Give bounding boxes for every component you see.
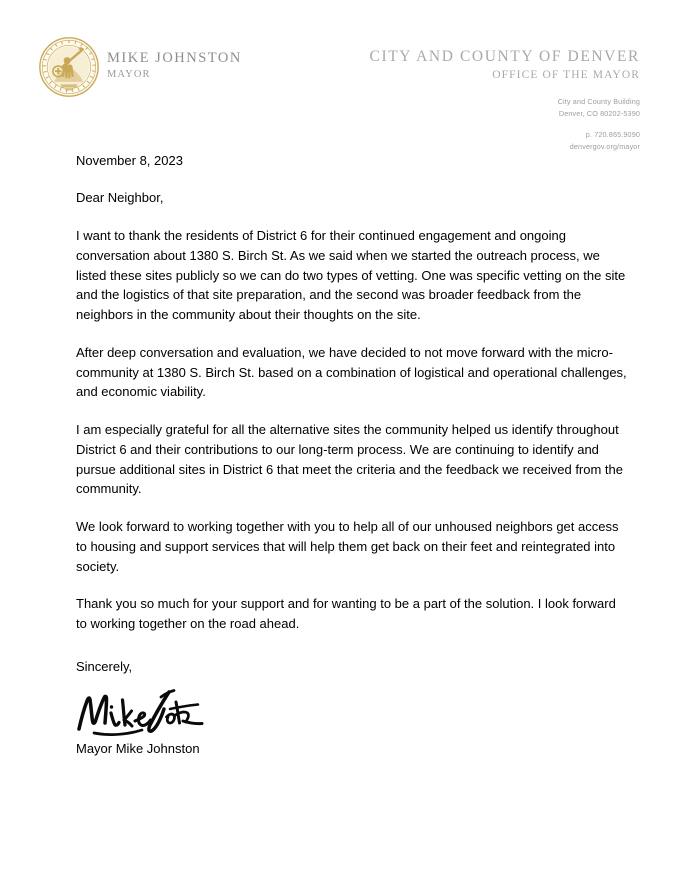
organization-title: CITY AND COUNTY OF DENVER xyxy=(369,48,640,65)
address-line-1: City and County Building xyxy=(557,97,640,107)
letterhead xyxy=(0,30,675,151)
letterhead-name-block xyxy=(107,49,242,86)
handwritten-signature-icon xyxy=(76,687,628,739)
organization-subtitle: OFFICE OF THE MAYOR xyxy=(492,68,640,81)
signer-name: Mayor Mike Johnston xyxy=(76,741,200,757)
letter-paragraph: Thank you so much for your support and for wanting to be a part of the solution. I look forward to working together on the road ahead. xyxy=(76,596,616,632)
letter-closing: Sincerely, xyxy=(76,658,133,674)
letter-paragraph: I want to thank the residents of District 6 for their continued engagement and ongoing conversation about 1380 S. Birch St. As we said when we started the outreach process, we listed these sites publicly so we can do two types of vetting. One was specific vetting on the site and the logistics of that site preparation, and the second was broader feedback from the neighbors in the community about their thoughts on the site. xyxy=(76,228,626,323)
signature-block xyxy=(76,687,628,739)
address-line-2: Denver, CO 80202-5390 xyxy=(558,108,640,118)
letter-body xyxy=(76,152,628,758)
letter-paragraph: I am especially grateful for all the alternative sites the community helped us identify throughout District 6 and their contributions to our long-term process. We are continuing to identify and pursue additional sites in District 6 that meet the criteria and the feedback we received from the community. xyxy=(76,422,624,497)
denver-city-county-seal-icon xyxy=(38,36,100,98)
mayor-role: MAYOR xyxy=(107,68,151,80)
contact-phone-web xyxy=(370,129,641,153)
letter-paragraph: We look forward to working together with you to help all of our unhoused neighbors get access to housing and support services that will help them get back on their feet and reintegrated into society. xyxy=(76,519,619,574)
contact-address xyxy=(370,96,641,120)
letter-salutation: Dear Neighbor, xyxy=(76,189,164,205)
phone-number: p. 720.865.9090 xyxy=(585,129,640,139)
website-url[interactable]: denvergov.org/mayor xyxy=(569,141,640,151)
letterhead-right xyxy=(370,48,641,153)
letter-paragraph: After deep conversation and evaluation, we have decided to not move forward with the micro-community at 1380 S. Birch St. based on a combination of logistical and operational challenges, and economic viability. xyxy=(76,344,627,400)
letter-date: November 8, 2023 xyxy=(76,153,183,168)
letterhead-left xyxy=(38,36,242,98)
mayor-name: MIKE JOHNSTON xyxy=(107,49,242,66)
